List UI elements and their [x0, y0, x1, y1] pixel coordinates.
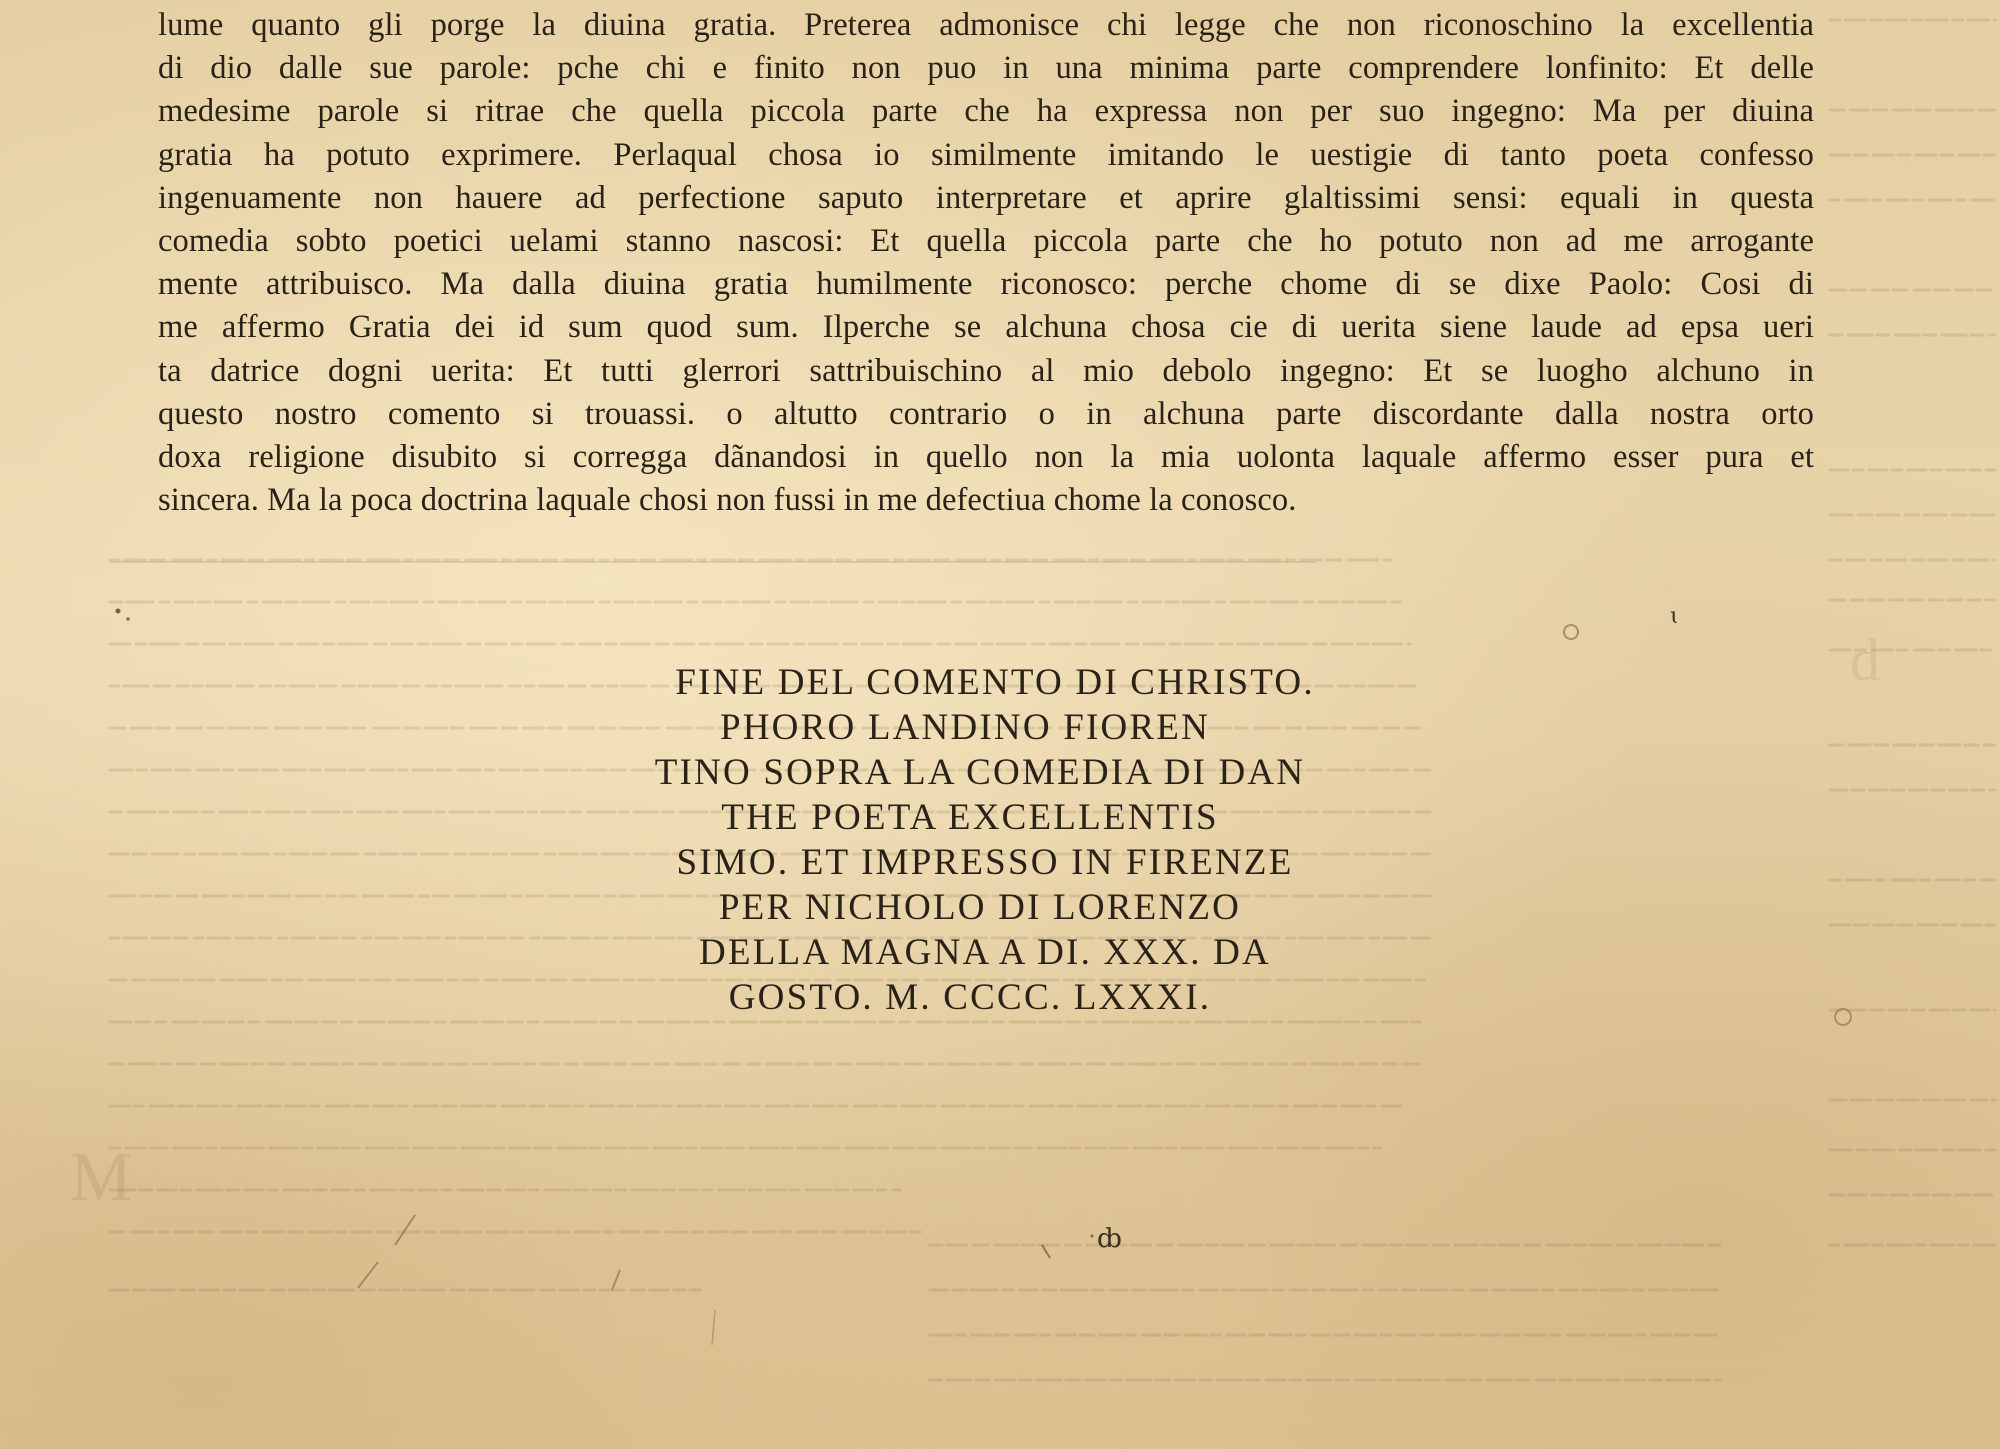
- body-line-4: gratia ha potuto exprimere. Perlaqual chosa io similmente imitando le uestigie di tanto poeta confesso: [158, 136, 1814, 173]
- body-line-3: medesime parole si ritrae che quella piccola parte che ha expressa non per suo ingegno: Ma per diuina: [158, 93, 1814, 130]
- colophon-line-8: GOSTO. M. CCCC. LXXXI.: [728, 977, 1212, 1018]
- colophon-line-4: THE POETA EXCELLENTIS: [721, 797, 1219, 838]
- colophon-line-7: DELLA MAGNA A DI. XXX. DA: [699, 932, 1271, 973]
- speck-mark-icon: ɩ: [1670, 604, 1679, 629]
- body-line-8: me affermo Gratia dei id sum quod sum. Ilperche se alchuna chosa cie di uerita siene laude ad epsa ueri: [158, 309, 1814, 346]
- body-line-7: mente attribuisco. Ma dalla diuina gratia humilmente riconosco: perche chome di se dixe Paolo: Cosi di: [158, 266, 1814, 303]
- body-line-11: doxa religione disubito si corregga dãnandosi in quello non la mia uolonta laquale affermo esser pura et: [158, 438, 1814, 475]
- body-line-1: lume quanto gli porge la diuina gratia. Preterea admonisce chi legge che non riconoschino la excellentia: [158, 7, 1814, 43]
- body-line-6: comedia sobto poetici uelami stanno nascosi: Et quella piccola parte che ho potuto non ad me arrogante: [158, 222, 1814, 259]
- colophon-line-3: TINO SOPRA LA COMEDIA DI DAN: [654, 752, 1306, 793]
- body-line-2: di dio dalle sue parole: pche chi e finito non puo in una minima parte comprendere lonfinito: Et delle: [158, 50, 1814, 87]
- svg-text:M: M: [70, 1139, 133, 1216]
- printer-mark-icon: ȸ: [1097, 1224, 1122, 1254]
- body-line-12: sincera. Ma la poca doctrina laquale chosi non fussi in me defectiua chome la conosco.: [158, 482, 1297, 519]
- colophon-line-1: FINE DEL COMENTO DI CHRISTO.: [675, 662, 1315, 703]
- bleed-through-text: ───────────────────────────────────────────────────────────────: [110, 546, 1316, 576]
- colophon-line-6: PER NICHOLO DI LORENZO: [718, 887, 1242, 928]
- svg-text:d: d: [1850, 627, 1880, 693]
- body-line-5: ingenuamente non hauere ad perfectione saputo interpretare et aprire glaltissimi sensi: equali in questa: [158, 179, 1814, 216]
- body-line-10: questo nostro comento si trouassi. o altutto contrario o in alchuna parte discordante dalla nostra orto: [158, 395, 1814, 432]
- colophon-line-5: SIMO. ET IMPRESSO IN FIRENZE: [676, 842, 1294, 883]
- body-line-9: ta datrice dogni uerita: Et tutti glerrori sattribuischino al mio debolo ingegno: Et se luogho alchuno in: [158, 352, 1814, 389]
- colophon-line-2: PHORO LANDINO FIOREN: [719, 707, 1211, 748]
